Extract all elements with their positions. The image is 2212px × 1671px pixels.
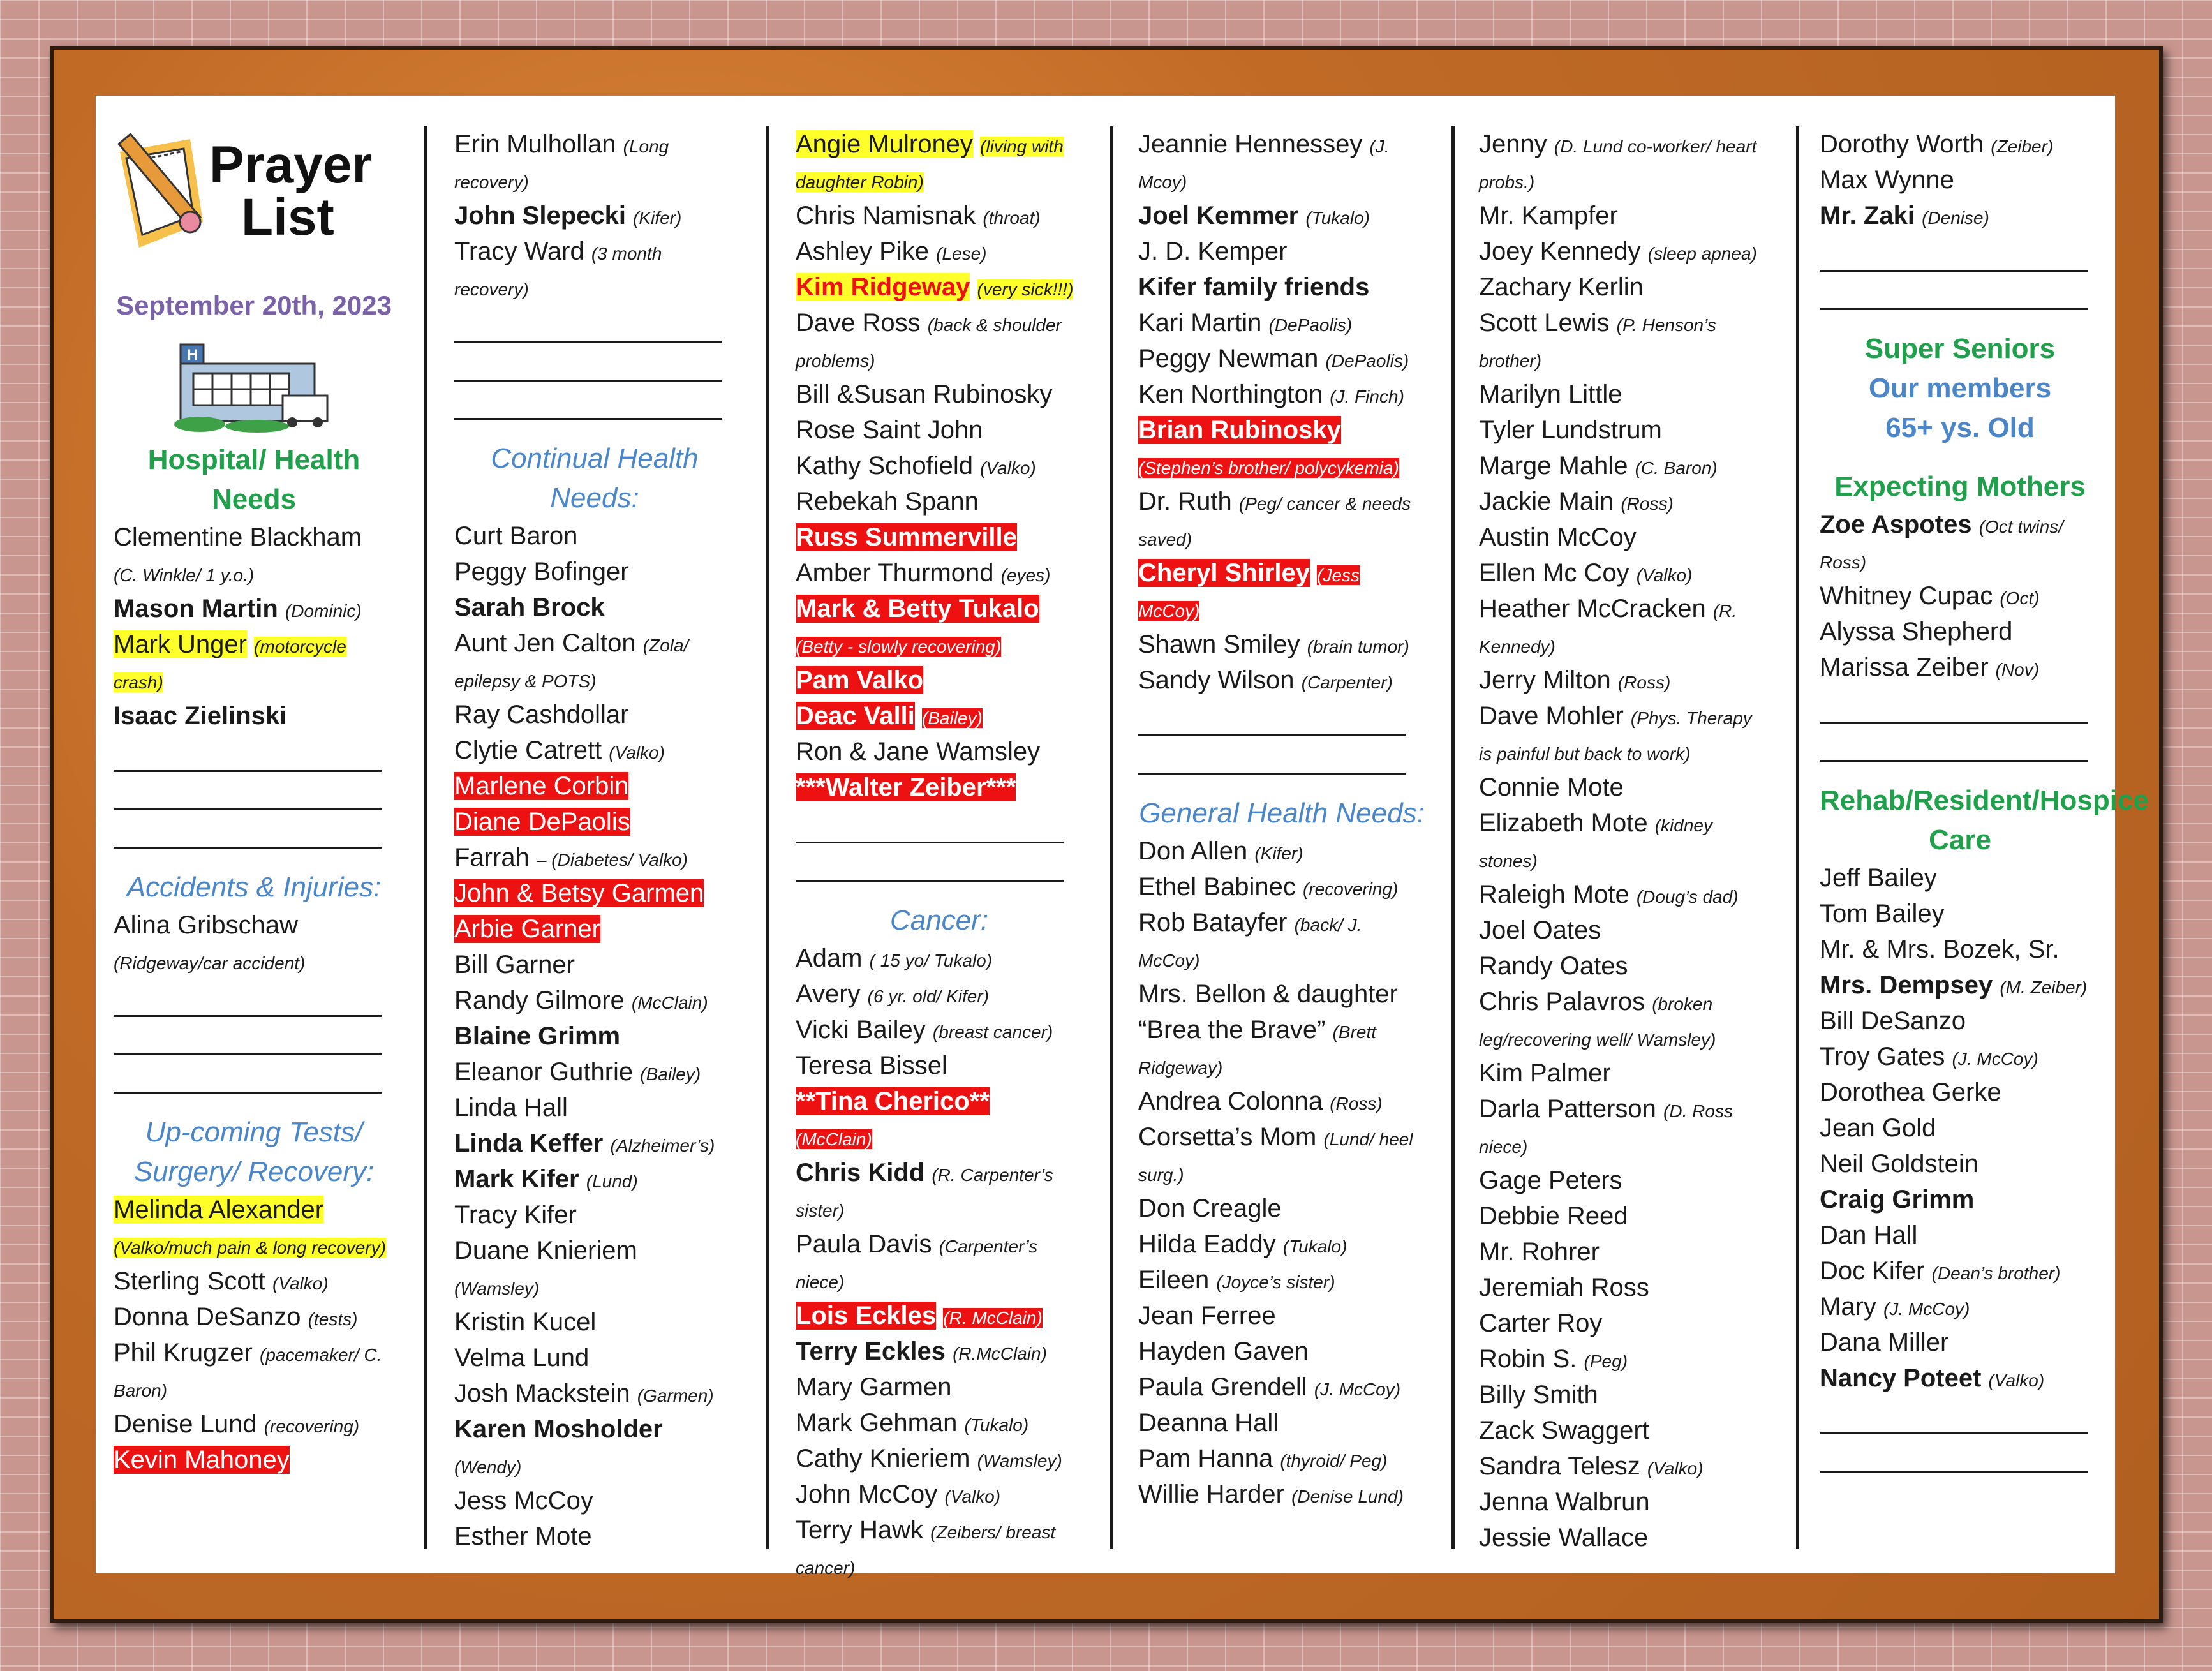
list-item: Diane DePaolis bbox=[454, 808, 630, 836]
list-item: Mr. Zaki (Denise) bbox=[1820, 202, 1989, 230]
list-item: Jessie Wallace bbox=[1479, 1524, 1649, 1552]
list-item: Kim Palmer bbox=[1479, 1059, 1611, 1087]
list-item: Billy Smith bbox=[1479, 1381, 1598, 1409]
list-item: Arbie Garner bbox=[454, 915, 600, 943]
list-item: Alyssa Shepherd bbox=[1820, 618, 2013, 646]
list-item: Joey Kennedy (sleep apnea) bbox=[1479, 237, 1757, 265]
list-item: Jenna Walbrun bbox=[1479, 1488, 1650, 1516]
list-item: Mary (J. McCoy) bbox=[1820, 1293, 1970, 1321]
list-item: Sarah Brock bbox=[454, 593, 605, 621]
blank-line bbox=[796, 843, 1064, 882]
list-item: Elizabeth Mote (kidney stones) bbox=[1479, 809, 1712, 871]
list-item: Andrea Colonna (Ross) bbox=[1138, 1087, 1383, 1115]
list-item: Mason Martin (Dominic) bbox=[114, 595, 362, 623]
list-item: Joel Oates bbox=[1479, 916, 1601, 944]
list-item: Farrah – (Diabetes/ Valko) bbox=[454, 843, 688, 872]
list-item: Mrs. Bellon & daughter bbox=[1138, 980, 1398, 1008]
list-item: Peggy Newman (DePaolis) bbox=[1138, 345, 1409, 373]
list-item: John & Betsy Garmen bbox=[454, 879, 704, 907]
blank-line bbox=[1820, 1434, 2088, 1473]
list-item: Kathy Schofield (Valko) bbox=[796, 452, 1036, 480]
list-item: Randy Gilmore (McClain) bbox=[454, 986, 708, 1014]
list-item: ***Walter Zeiber*** bbox=[796, 773, 1016, 801]
hospital-heading: Hospital/ Health Needs bbox=[147, 444, 360, 515]
list-item: Karen Mosholder (Wendy) bbox=[454, 1415, 663, 1477]
list-item: **Tina Cherico** (McClain) bbox=[796, 1087, 990, 1149]
list-item: Max Wynne bbox=[1820, 166, 1954, 194]
list-item: Tracy Ward (3 month recovery) bbox=[454, 237, 662, 299]
list-item: Brian Rubinosky (Stephen’s brother/ polycykemia) bbox=[1138, 416, 1399, 478]
list-item: Mark & Betty Tukalo (Betty - slowly recovering) bbox=[796, 595, 1039, 657]
list-item: “Brea the Brave” (Brett Ridgeway) bbox=[1138, 1016, 1377, 1078]
list-item: Terry Eckles (R.McClain) bbox=[796, 1337, 1047, 1365]
list-item: Doc Kifer (Dean’s brother) bbox=[1820, 1257, 2061, 1285]
column-divider bbox=[766, 126, 769, 1549]
list-item: Deanna Hall bbox=[1138, 1409, 1279, 1437]
prayer-list-logo bbox=[114, 126, 382, 267]
list-item: Robin S. (Peg) bbox=[1479, 1345, 1628, 1373]
list-item: Mr. & Mrs. Bozek, Sr. bbox=[1820, 935, 2060, 963]
list-item: Sterling Scott (Valko) bbox=[114, 1267, 329, 1295]
list-item: Hayden Gaven bbox=[1138, 1337, 1309, 1365]
column-1 bbox=[114, 126, 394, 1554]
list-item: Aunt Jen Calton (Zola/ epilepsy & POTS) bbox=[454, 629, 689, 691]
list-item: Mark Kifer (Lund) bbox=[454, 1165, 638, 1193]
list-item: Scott Lewis (P. Henson’s brother) bbox=[1479, 309, 1716, 371]
list-item: Denise Lund (recovering) bbox=[114, 1410, 360, 1438]
list-item: Donna DeSanzo (tests) bbox=[114, 1303, 358, 1331]
list-item: Mrs. Dempsey (M. Zeiber) bbox=[1820, 971, 2088, 999]
list-item: Russ Summerville bbox=[796, 523, 1017, 551]
list-item: Mary Garmen bbox=[796, 1373, 952, 1401]
list-item: Marlene Corbin bbox=[454, 772, 629, 800]
list-item: Paula Grendell (J. McCoy) bbox=[1138, 1373, 1401, 1401]
list-item: Heather McCracken (R. Kennedy) bbox=[1479, 595, 1737, 657]
list-item: Jean Ferree bbox=[1138, 1302, 1276, 1330]
list-item: Willie Harder (Denise Lund) bbox=[1138, 1480, 1404, 1508]
seniors-heading-2: Our members bbox=[1868, 373, 2052, 404]
list-item: Avery (6 yr. old/ Kifer) bbox=[796, 980, 989, 1008]
list-item: Eleanor Guthrie (Bailey) bbox=[454, 1058, 701, 1086]
list-item: Esther Mote bbox=[454, 1522, 592, 1550]
list-item: Angie Mulroney (living with daughter Robin) bbox=[796, 130, 1064, 192]
column-4 bbox=[1138, 126, 1425, 1554]
hospital-icon bbox=[174, 338, 334, 434]
list-item: Paula Davis (Carpenter’s niece) bbox=[796, 1230, 1038, 1292]
column-divider bbox=[1796, 126, 1799, 1549]
list-item: Don Creagle bbox=[1138, 1194, 1282, 1222]
seniors-heading-1: Super Seniors bbox=[1864, 333, 2056, 364]
list-item: Nancy Poteet (Valko) bbox=[1820, 1364, 2045, 1392]
list-item: Dr. Ruth (Peg/ cancer & needs saved) bbox=[1138, 487, 1411, 549]
list-item: Mr. Rohrer bbox=[1479, 1238, 1600, 1266]
tests-heading: Up-coming Tests/ Surgery/ Recovery: bbox=[133, 1117, 375, 1187]
list-item: Marge Mahle (C. Baron) bbox=[1479, 452, 1718, 480]
list-item: Chris Kidd (R. Carpenter’s sister) bbox=[796, 1159, 1053, 1221]
list-item: Ethel Babinec (recovering) bbox=[1138, 873, 1399, 901]
blank-line bbox=[114, 734, 382, 772]
blank-line bbox=[454, 305, 722, 343]
blank-line bbox=[1820, 1396, 2088, 1434]
list-item: Austin McCoy bbox=[1479, 523, 1637, 551]
list-item: Dave Mohler (Phys. Therapy is painful but back to work) bbox=[1479, 702, 1752, 764]
list-item: Dave Ross (back & shoulder problems) bbox=[796, 309, 1062, 371]
list-item: Rose Saint John bbox=[796, 416, 983, 444]
column-3 bbox=[796, 126, 1083, 1578]
list-item: Tyler Lundstrum bbox=[1479, 416, 1662, 444]
blank-line bbox=[114, 979, 382, 1017]
list-item: Jess McCoy bbox=[454, 1487, 593, 1515]
list-item: Jenny (D. Lund co-worker/ heart probs.) bbox=[1479, 130, 1757, 192]
list-item: Connie Mote bbox=[1479, 773, 1624, 801]
list-item: Dan Hall bbox=[1820, 1221, 1918, 1249]
list-item: Marilyn Little bbox=[1479, 380, 1622, 408]
column-divider bbox=[1110, 126, 1113, 1549]
list-item: Don Allen (Kifer) bbox=[1138, 837, 1303, 865]
list-item: Linda Hall bbox=[454, 1094, 568, 1122]
column-divider bbox=[424, 126, 427, 1549]
list-item: Zoe Aspotes (Oct twins/ Ross) bbox=[1820, 510, 2063, 572]
column-5 bbox=[1479, 126, 1769, 1554]
list-date: September 20th, 2023 bbox=[116, 290, 392, 320]
list-item: Dana Miller bbox=[1820, 1328, 1949, 1356]
list-item: Debbie Reed bbox=[1479, 1202, 1628, 1230]
list-item: Bill DeSanzo bbox=[1820, 1007, 1966, 1035]
list-item: Jackie Main (Ross) bbox=[1479, 487, 1674, 516]
blank-line bbox=[114, 1017, 382, 1055]
list-item: Alina Gribschaw (Ridgeway/car accident) bbox=[114, 911, 306, 973]
list-item: Phil Krugzer (pacemaker/ C. Baron) bbox=[114, 1339, 382, 1400]
list-item: J. D. Kemper bbox=[1138, 237, 1288, 265]
list-item: Curt Baron bbox=[454, 522, 578, 550]
continual-heading: Continual Health Needs: bbox=[491, 443, 699, 514]
prayer-list-page bbox=[96, 96, 2149, 1578]
list-item: Melinda Alexander (Valko/much pain & long recovery) bbox=[114, 1196, 386, 1258]
list-item: Gage Peters bbox=[1479, 1166, 1622, 1194]
list-item: Chris Palavros (broken leg/recovering well/ Wamsley) bbox=[1479, 988, 1716, 1050]
list-item: Blaine Grimm bbox=[454, 1022, 621, 1050]
logo-title-line1: Prayer bbox=[209, 136, 373, 194]
list-item: Isaac Zielinski bbox=[114, 702, 287, 730]
list-item: Sandy Wilson (Carpenter) bbox=[1138, 666, 1393, 694]
rehab-heading: Rehab/Resident/Hospice Care bbox=[1820, 785, 2149, 856]
list-item: Rebekah Spann bbox=[796, 487, 979, 516]
list-item: Sandra Telesz (Valko) bbox=[1479, 1452, 1704, 1480]
list-item: Cheryl Shirley (Jess McCoy) bbox=[1138, 559, 1360, 621]
blank-line bbox=[1820, 272, 2088, 310]
list-item: Jerry Milton (Ross) bbox=[1479, 666, 1671, 694]
list-item: Cathy Knieriem (Wamsley) bbox=[796, 1444, 1062, 1473]
list-item: Craig Grimm bbox=[1820, 1185, 1975, 1214]
blank-line bbox=[114, 1055, 382, 1094]
list-item: Kari Martin (DePaolis) bbox=[1138, 309, 1353, 337]
list-item: Troy Gates (J. McCoy) bbox=[1820, 1043, 2038, 1071]
column-2 bbox=[454, 126, 735, 1554]
list-item: Ashley Pike (Lese) bbox=[796, 237, 987, 265]
list-item: Jeff Bailey bbox=[1820, 864, 1937, 892]
accidents-heading: Accidents & Injuries: bbox=[126, 872, 382, 903]
blank-line bbox=[114, 772, 382, 810]
list-item: Kim Ridgeway (very sick!!!) bbox=[796, 273, 1074, 301]
column-6 bbox=[1820, 126, 2149, 1554]
blank-line bbox=[1138, 698, 1406, 736]
list-item: John McCoy (Valko) bbox=[796, 1480, 1001, 1508]
list-item: Tom Bailey bbox=[1820, 900, 1945, 928]
list-item: Ron & Jane Wamsley bbox=[796, 738, 1041, 766]
list-item: Erin Mulhollan (Long recovery) bbox=[454, 130, 669, 192]
list-item: Lois Eckles (R. McClain) bbox=[796, 1302, 1043, 1330]
logo-title-line2: List bbox=[241, 188, 334, 246]
list-item: Velma Lund bbox=[454, 1344, 590, 1372]
list-item: Clementine Blackham (C. Winkle/ 1 y.o.) bbox=[114, 523, 362, 585]
list-item: Duane Knieriem (Wamsley) bbox=[454, 1237, 637, 1298]
general-list-continued bbox=[1479, 126, 1769, 1556]
list-item: Pam Valko bbox=[796, 666, 924, 694]
list-item: Dorothy Worth (Zeiber) bbox=[1820, 130, 2054, 158]
list-item: Teresa Bissel bbox=[796, 1051, 947, 1080]
blank-line bbox=[796, 805, 1064, 843]
list-item: Ray Cashdollar bbox=[454, 701, 629, 729]
list-item: Neil Goldstein bbox=[1820, 1150, 1979, 1178]
list-item: Kifer family friends bbox=[1138, 273, 1370, 301]
list-item: Zack Swaggert bbox=[1479, 1416, 1649, 1444]
blank-line bbox=[454, 343, 722, 382]
blank-line bbox=[454, 382, 722, 420]
list-item: Carter Roy bbox=[1479, 1309, 1603, 1337]
list-item: Dorothea Gerke bbox=[1820, 1078, 2001, 1106]
expecting-heading: Expecting Mothers bbox=[1834, 471, 2086, 502]
blank-line bbox=[1820, 234, 2088, 272]
logo-title bbox=[209, 136, 373, 246]
list-item: Mark Unger (motorcycle crash) bbox=[114, 630, 346, 692]
list-item: Bill &Susan Rubinosky bbox=[796, 380, 1053, 408]
list-item: Adam ( 15 yo/ Tukalo) bbox=[796, 944, 993, 972]
list-item: Chris Namisnak (throat) bbox=[796, 202, 1041, 230]
hospital-list bbox=[114, 519, 394, 734]
list-item: Clytie Catrett (Valko) bbox=[454, 736, 665, 764]
column-divider bbox=[1451, 126, 1455, 1549]
list-item: Jean Gold bbox=[1820, 1114, 1936, 1142]
list-item: Mr. Kampfer bbox=[1479, 202, 1618, 230]
list-item: Joel Kemmer (Tukalo) bbox=[1138, 202, 1370, 230]
list-item: Ellen Mc Coy (Valko) bbox=[1479, 559, 1693, 587]
list-item: Kevin Mahoney bbox=[114, 1446, 290, 1474]
svg-text:H: H bbox=[187, 346, 198, 364]
list-item: Jeremiah Ross bbox=[1479, 1274, 1649, 1302]
blank-line bbox=[1820, 685, 2088, 724]
list-item: Marissa Zeiber (Nov) bbox=[1820, 653, 2040, 681]
list-item: Whitney Cupac (Oct) bbox=[1820, 582, 2040, 610]
cancer-heading: Cancer: bbox=[889, 905, 989, 936]
list-item: Amber Thurmond (eyes) bbox=[796, 559, 1051, 587]
list-item: Pam Hanna (thyroid/ Peg) bbox=[1138, 1444, 1388, 1473]
list-item: Rob Batayfer (back/ J. McCoy) bbox=[1138, 909, 1362, 970]
list-item: John Slepecki (Kifer) bbox=[454, 202, 682, 230]
list-item: Mark Gehman (Tukalo) bbox=[796, 1409, 1029, 1437]
list-item: Josh Mackstein (Garmen) bbox=[454, 1379, 714, 1407]
list-item: Eileen (Joyce’s sister) bbox=[1138, 1266, 1335, 1294]
list-item: Vicki Bailey (breast cancer) bbox=[796, 1016, 1053, 1044]
list-item: Deac Valli (Bailey) bbox=[796, 702, 983, 730]
list-item: Tracy Kifer bbox=[454, 1201, 577, 1229]
list-item: Peggy Bofinger bbox=[454, 558, 629, 586]
list-item: Linda Keffer (Alzheimer’s) bbox=[454, 1129, 715, 1157]
list-item: Hilda Eaddy (Tukalo) bbox=[1138, 1230, 1347, 1258]
list-item: Raleigh Mote (Doug’s dad) bbox=[1479, 880, 1739, 909]
rehab-list bbox=[1820, 860, 2100, 1396]
blank-line bbox=[114, 810, 382, 849]
list-item: Zachary Kerlin bbox=[1479, 273, 1644, 301]
list-item: Jeannie Hennessey (J. Mcoy) bbox=[1138, 130, 1390, 192]
list-item: Darla Patterson (D. Ross niece) bbox=[1479, 1095, 1733, 1157]
blank-line bbox=[1820, 724, 2088, 762]
list-item: Randy Oates bbox=[1479, 952, 1628, 980]
notepad-pencil-icon bbox=[114, 126, 209, 260]
general-heading: General Health Needs: bbox=[1139, 798, 1425, 829]
list-item: Corsetta’s Mom (Lund/ heel surg.) bbox=[1138, 1123, 1413, 1185]
blank-line bbox=[1138, 736, 1406, 775]
list-item: Ken Northington (J. Finch) bbox=[1138, 380, 1404, 408]
list-item: Bill Garner bbox=[454, 951, 575, 979]
list-item: Shawn Smiley (brain tumor) bbox=[1138, 630, 1409, 658]
list-item: Terry Hawk (Zeibers/ breast cancer) bbox=[796, 1516, 1056, 1578]
list-item: Kristin Kucel bbox=[454, 1308, 597, 1336]
seniors-heading-3: 65+ ys. Old bbox=[1885, 412, 2035, 443]
